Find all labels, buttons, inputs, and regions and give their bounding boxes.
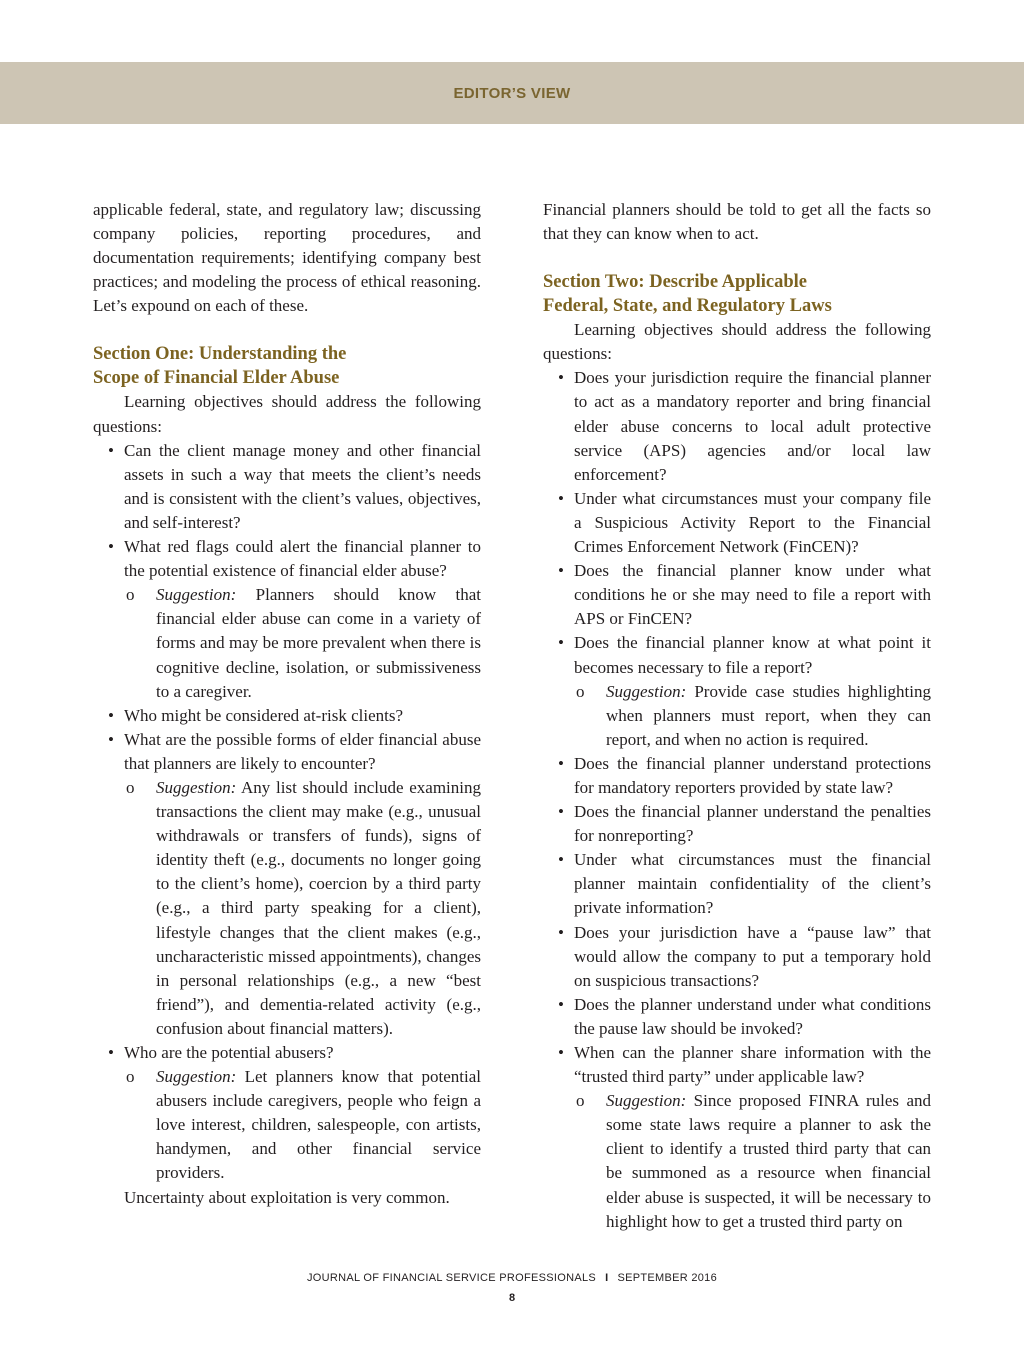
list-item: • Under what circumstances must your company file a Suspicious Activity Report to the Financial Crimes Enforcement Network (FinCEN)? xyxy=(543,487,931,559)
list-item: • Does the financial planner understand protections for mandatory reporters provided by state law? xyxy=(543,752,931,800)
list-item: • Does the financial planner know under what conditions he or she may need to file a report with APS or FinCEN? xyxy=(543,559,931,631)
section-one-lead: Learning objectives should address the following questions: xyxy=(93,392,481,436)
list-item: • Does the financial planner know at what point it becomes necessary to file a report? xyxy=(543,631,931,679)
suggestion-item: o Suggestion: Provide case studies highlighting when planners must report, when they can report, and when no action is required. xyxy=(576,681,931,749)
section-one-heading-line1: Section One: Understanding the xyxy=(93,344,347,365)
list-item: • Does your jurisdiction require the financial planner to act as a mandatory reporter and bring financial elder abuse concerns to local adult protective service (APS) agencies and/or local law enforcement? xyxy=(543,366,931,486)
suggestion-text: Planners should know that financial elder abuse can come in a variety of forms and may be more prevalent when there is cognitive decline, isolation, or submissiveness to a caregiver. xyxy=(156,585,481,701)
section-two-heading xyxy=(543,270,931,318)
list-item: • When can the planner share information with the “trusted third party” under applicable law? xyxy=(543,1041,931,1089)
suggestion-label: Suggestion: xyxy=(606,1091,687,1111)
right-column xyxy=(543,198,931,1234)
suggestion-label: Suggestion: xyxy=(156,585,237,605)
list-item: • Can the client manage money and other financial assets in such a way that meets the client’s needs and is consistent with the client’s values, objectives, and self-interest? xyxy=(93,439,481,535)
list-item: • Under what circumstances must the financial planner maintain confidentiality of the client’s private information? xyxy=(543,848,931,920)
page-footer xyxy=(0,1272,1024,1284)
suggestion-label: Suggestion: xyxy=(156,777,237,797)
issue-date: SEPTEMBER 2016 xyxy=(617,1272,718,1284)
intro-paragraph: applicable federal, state, and regulatory law; discussing company policies, reporting procedures, and documentation requirements; identifying company best practices; and modeling the process of ethical reasoning. Let’s expound on each of these. xyxy=(93,200,481,316)
suggestion-text: Since proposed FINRA rules and some state laws require a planner to ask the client to identify a trusted third party that can be summoned as a resource when financial elder abuse is suspected, it will be necessary to highlight how to get a trusted third party on xyxy=(606,1091,931,1231)
list-item: • Does the financial planner understand the penalties for nonreporting? xyxy=(543,800,931,848)
list-item: • Who are the potential abusers? xyxy=(93,1041,481,1065)
suggestion-item: o Suggestion: Since proposed FINRA rules and some state laws require a planner to ask the client to identify a trusted third party that can be summoned as a resource when financial elder abuse is suspected, it will be necessary to highlight how to get a trusted third party on xyxy=(576,1091,931,1231)
journal-name: JOURNAL OF FINANCIAL SERVICE PROFESSIONALS xyxy=(306,1272,597,1284)
section-two-lead: Learning objectives should address the following questions: xyxy=(543,320,931,364)
section-two-list xyxy=(543,366,931,1233)
suggestion-text: Any list should include examining transactions the client may make (e.g., unusual withdrawals or transfers of funds), signs of identity theft (e.g., documents no longer going to the client’s home), coercion by a third party (e.g., a third party speaking for a client), lifestyle changes that the client makes (e.g., uncharacteristic missed appointments), changes in personal relationships (e.g., a new “best friend”), and dementia-related activity (e.g., confusion about financial matters). xyxy=(156,777,481,1038)
suggestion-label: Suggestion: xyxy=(606,681,687,701)
suggestion-item: o Suggestion: Planners should know that financial elder abuse can come in a variety of forms and may be more prevalent when there is cognitive decline, isolation, or submissiveness to a caregiver. xyxy=(126,585,481,701)
closing-paragraph: Uncertainty about exploitation is very common. xyxy=(124,1187,450,1207)
suggestion-text: Let planners know that potential abusers include caregivers, people who feign a love interest, children, salespeople, con artists, handymen, and other financial service providers. xyxy=(156,1067,481,1183)
banner-title: EDITOR’S VIEW xyxy=(453,84,571,102)
section-one-list xyxy=(93,439,481,1186)
suggestion-item: o Suggestion: Any list should include examining transactions the client may make (e.g., unusual withdrawals or transfers of funds), signs of identity theft (e.g., documents no longer going to the client’s home), coercion by a third party (e.g., a third party speaking for a client), lifestyle changes that the client makes (e.g., uncharacteristic missed appointments), changes in personal relationships (e.g., a new “best friend”), and dementia-related activity (e.g., confusion about financial matters). xyxy=(126,777,481,1038)
list-item: • Does the planner understand under what conditions the pause law should be invoked? xyxy=(543,993,931,1041)
section-two-heading-line2: Federal, State, and Regulatory Laws xyxy=(543,296,832,317)
footer-separator: I xyxy=(605,1272,609,1284)
left-column xyxy=(93,198,481,1210)
section-two-heading-line1: Section Two: Describe Applicable xyxy=(543,272,807,293)
section-one-heading-line2: Scope of Financial Elder Abuse xyxy=(93,368,340,389)
list-item: • What are the possible forms of elder financial abuse that planners are likely to encounter? xyxy=(93,728,481,776)
list-item: • What red flags could alert the financial planner to the potential existence of financial elder abuse? xyxy=(93,535,481,583)
list-item: • Who might be considered at-risk clients? xyxy=(93,704,481,728)
page-number: 8 xyxy=(508,1292,516,1304)
suggestion-label: Suggestion: xyxy=(156,1067,237,1087)
right-intro-paragraph: Financial planners should be told to get all the facts so that they can know when to act. xyxy=(543,200,931,244)
section-one-heading xyxy=(93,342,481,390)
list-item: • Does your jurisdiction have a “pause law” that would allow the company to put a temporary hold on suspicious transactions? xyxy=(543,921,931,993)
suggestion-text: Provide case studies highlighting when planners must report, when they can report, and when no action is required. xyxy=(606,681,931,749)
section-banner xyxy=(0,62,1024,124)
suggestion-item: o Suggestion: Let planners know that potential abusers include caregivers, people who feign a love interest, children, salespeople, con artists, handymen, and other financial service providers. xyxy=(126,1067,481,1183)
